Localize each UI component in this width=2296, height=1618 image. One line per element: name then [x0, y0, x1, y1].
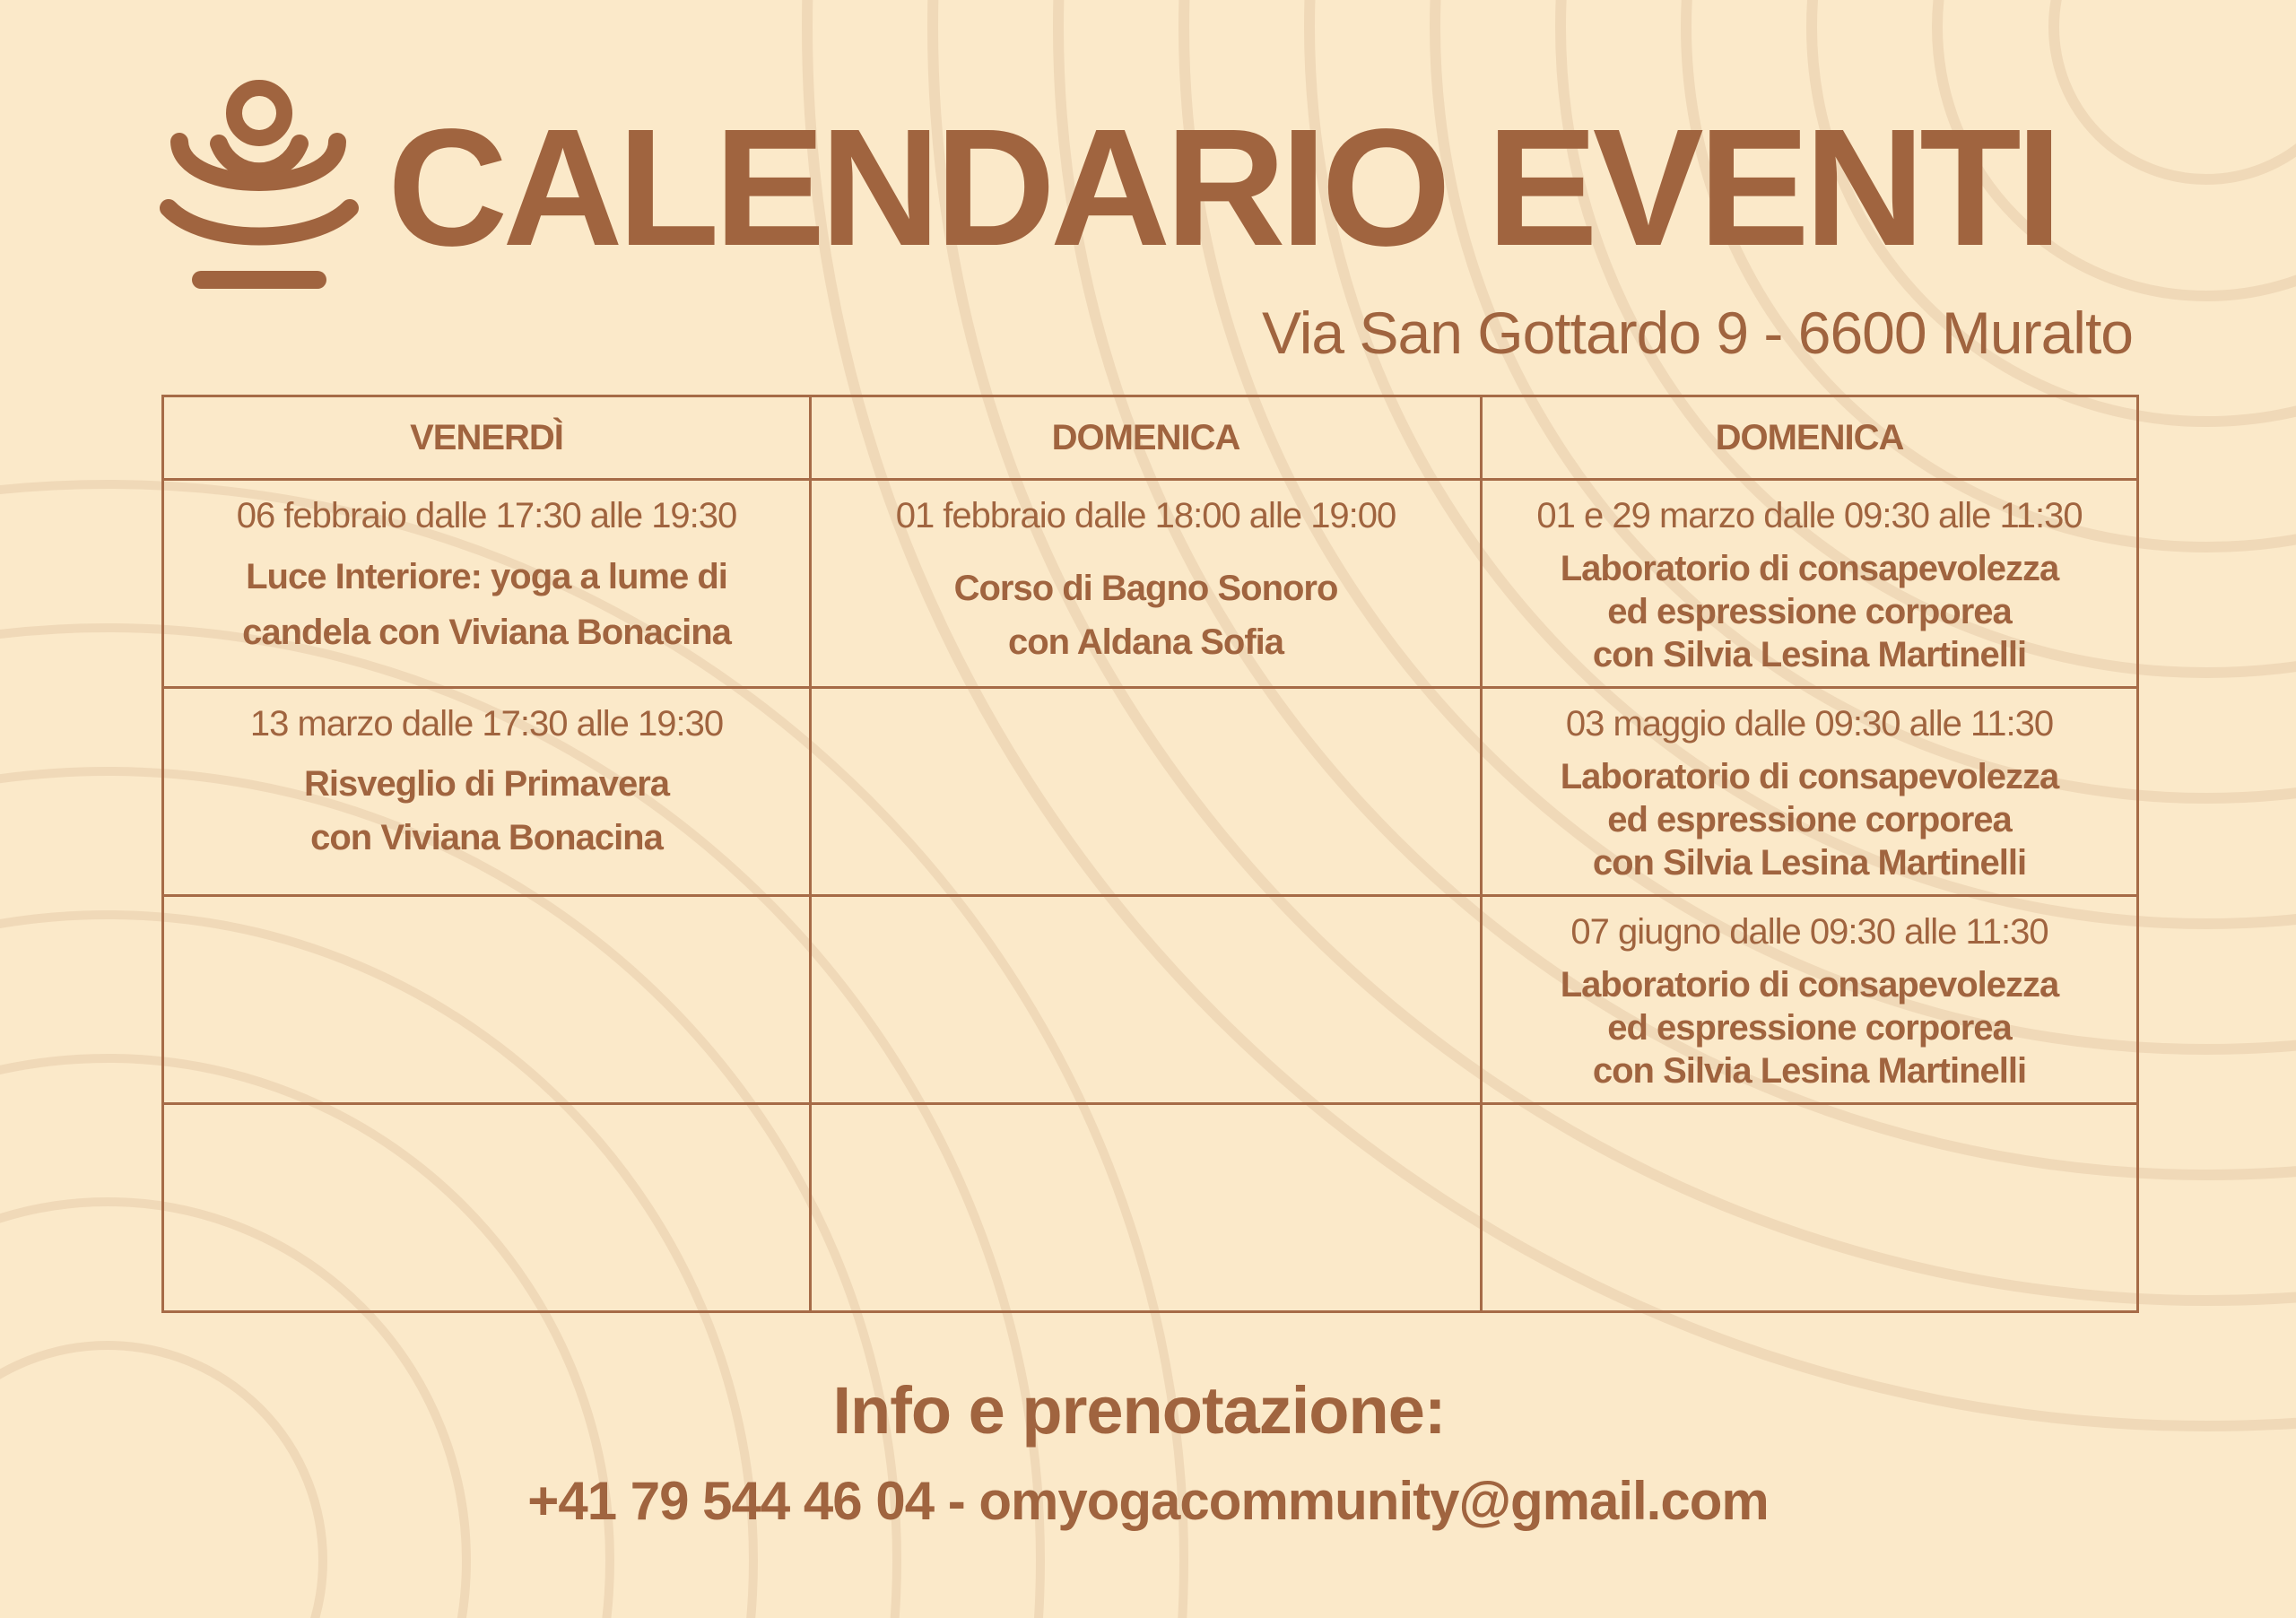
empty-cell [811, 896, 1482, 1104]
empty-cell [811, 1104, 1482, 1312]
contact-details: +41 79 544 46 04 - omyogacommunity@gmail.com [527, 1471, 1769, 1531]
event-cell [811, 480, 1482, 688]
event-date: 06 febbraio dalle 17:30 alle 19:30 [236, 496, 737, 535]
empty-cell [811, 688, 1482, 896]
event-title: Laboratorio di consapevolezza ed espressione corporea con Silvia Lesina Martinelli [1560, 965, 2059, 1091]
event-cell [1482, 480, 2138, 688]
table-row [163, 480, 2138, 688]
event-title: Laboratorio di consapevolezza ed espressione corporea con Silvia Lesina Martinelli [1560, 549, 2059, 674]
event-cell [1482, 896, 2138, 1104]
event-title: Risveglio di Primavera con Viviana Bonacina [303, 764, 670, 857]
table-row [163, 1104, 2138, 1312]
empty-cell [163, 896, 811, 1104]
event-date: 01 e 29 marzo dalle 09:30 alle 11:30 [1536, 496, 2083, 535]
event-cell [1482, 688, 2138, 896]
event-date: 07 giugno dalle 09:30 alle 11:30 [1570, 912, 2048, 952]
event-cell [163, 688, 811, 896]
column-header-domenica: DOMENICA [1482, 396, 2138, 480]
venue-address: Via San Gottardo 9 - 6600 Muralto [1261, 300, 2133, 366]
table-header-row [163, 396, 2138, 480]
booking-info-heading: Info e prenotazione: [832, 1373, 1446, 1448]
empty-cell [1482, 1104, 2138, 1312]
table-row [163, 896, 2138, 1104]
empty-cell [163, 1104, 811, 1312]
page-title: CALENDARIO EVENTI [387, 95, 2057, 281]
meditation-figure-icon [160, 74, 359, 300]
table-row [163, 688, 2138, 896]
column-header-venerdi: VENERDÌ [163, 396, 811, 480]
event-date: 01 febbraio dalle 18:00 alle 19:00 [895, 496, 1396, 535]
event-cell [163, 480, 811, 688]
column-header-domenica: DOMENICA [811, 396, 1482, 480]
events-table [161, 395, 2139, 1313]
event-title: Luce Interiore: yoga a lume di candela con Viviana Bonacina [242, 557, 731, 652]
event-title: Corso di Bagno Sonoro con Aldana Sofia [953, 569, 1338, 662]
event-title: Laboratorio di consapevolezza ed espressione corporea con Silvia Lesina Martinelli [1560, 757, 2059, 883]
event-date: 13 marzo dalle 17:30 alle 19:30 [249, 704, 724, 744]
event-date: 03 maggio dalle 09:30 alle 11:30 [1565, 704, 2054, 744]
